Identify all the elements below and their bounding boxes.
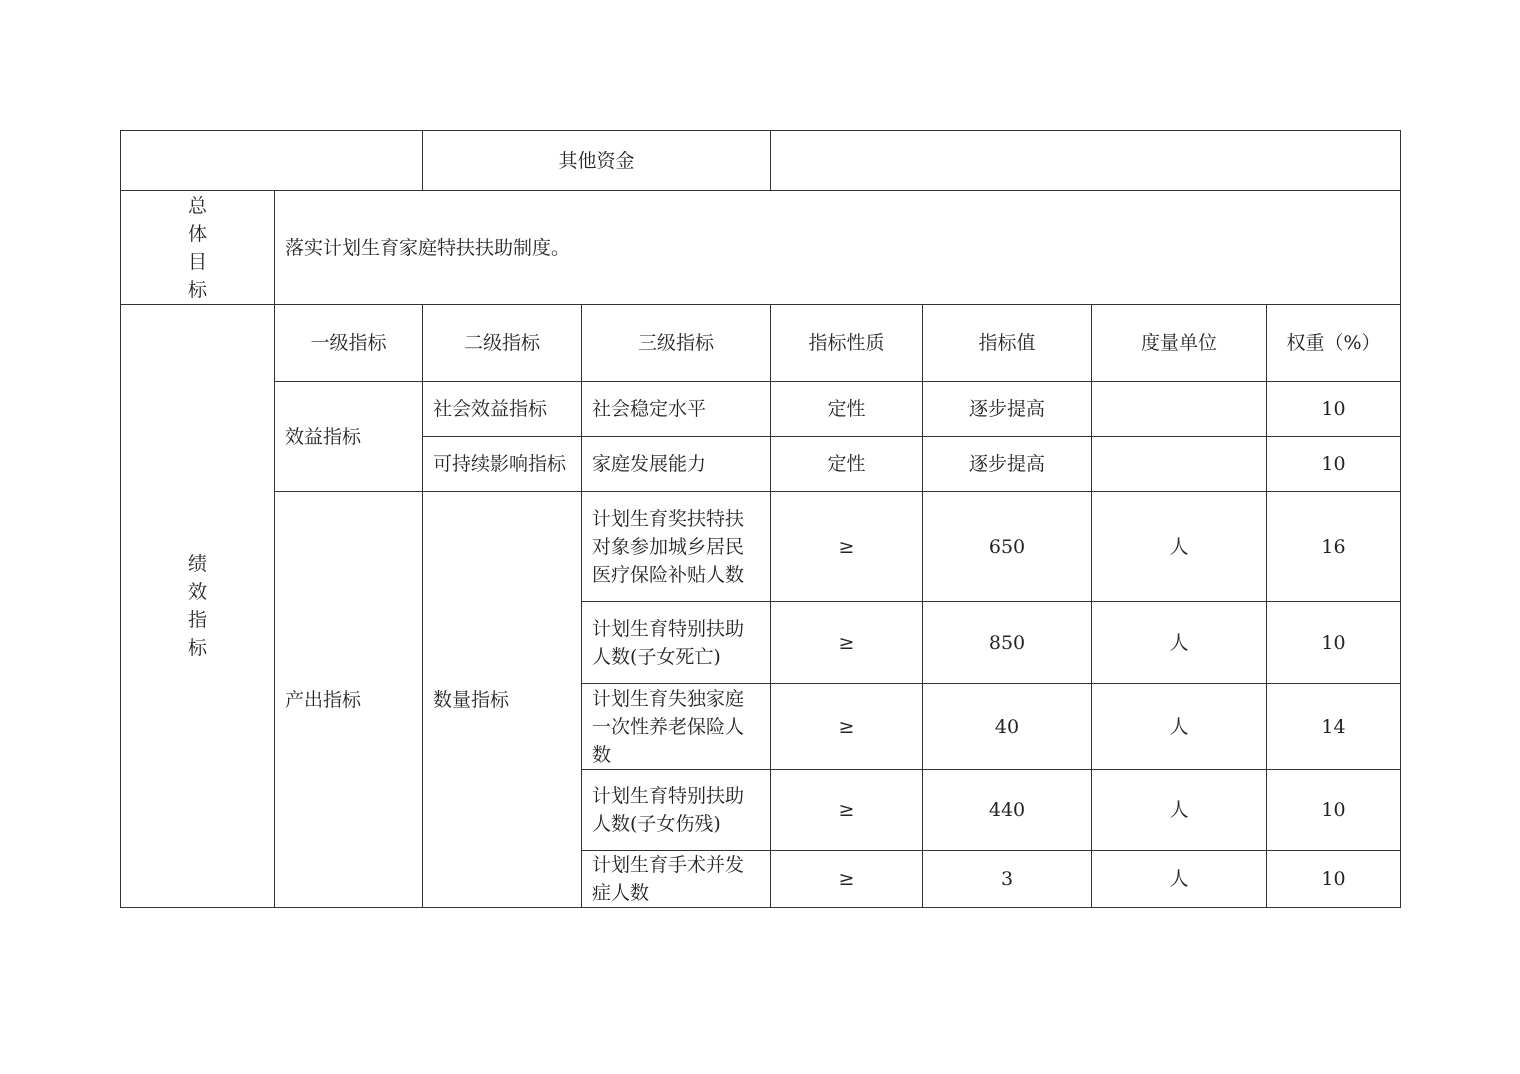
unit-cell [1092,437,1267,492]
value-cell: 440 [923,770,1092,851]
weight-cell: 16 [1267,492,1401,602]
nature-cell: 定性 [771,437,923,492]
overall-goal-label-char: 标 [187,278,207,301]
table-row [121,492,1401,602]
value-cell: 40 [923,684,1092,770]
value-cell: 650 [923,492,1092,602]
level3-cell: 计划生育失独家庭一次性养老保险人数 [582,684,771,770]
header-nature: 指标性质 [771,305,923,382]
nature-cell: ≥ [771,851,923,908]
weight-cell: 10 [1267,770,1401,851]
output-level1-cell: 产出指标 [275,492,423,908]
overall-goal-text: 落实计划生育家庭特扶扶助制度。 [275,191,1401,305]
weight-cell: 10 [1267,851,1401,908]
performance-indicator-label [121,305,275,908]
nature-cell: ≥ [771,770,923,851]
unit-cell: 人 [1092,492,1267,602]
header-unit: 度量单位 [1092,305,1267,382]
nature-cell: ≥ [771,684,923,770]
funding-blank-cell [121,131,423,191]
funding-row [121,131,1401,191]
header-weight: 权重（%） [1267,305,1401,382]
value-cell: 850 [923,602,1092,684]
nature-cell: ≥ [771,492,923,602]
funding-value-cell [771,131,1401,191]
level3-cell: 计划生育特别扶助人数(子女伤残) [582,770,771,851]
table-row [121,382,1401,437]
overall-goal-label [121,191,275,305]
weight-cell: 10 [1267,602,1401,684]
overall-goal-label-char: 体 [187,222,207,245]
benefit-level1-cell: 效益指标 [275,382,423,492]
unit-cell [1092,382,1267,437]
level3-cell: 计划生育奖扶特扶对象参加城乡居民医疗保险补贴人数 [582,492,771,602]
level2-cell: 可持续影响指标 [423,437,582,492]
level2-cell: 社会效益指标 [423,382,582,437]
value-cell: 3 [923,851,1092,908]
performance-label-char: 绩 [187,553,207,575]
level3-cell: 社会稳定水平 [582,382,771,437]
performance-label-char: 效 [187,581,207,603]
overall-goal-label-char: 目 [187,250,207,273]
header-level2: 二级指标 [423,305,582,382]
funding-label-cell: 其他资金 [423,131,771,191]
unit-cell: 人 [1092,602,1267,684]
output-level2-cell: 数量指标 [423,492,582,908]
nature-cell: ≥ [771,602,923,684]
level3-cell: 计划生育手术并发症人数 [582,851,771,908]
overall-goal-label-char: 总 [187,194,207,217]
nature-cell: 定性 [771,382,923,437]
weight-cell: 10 [1267,437,1401,492]
level3-cell: 计划生育特别扶助人数(子女死亡) [582,602,771,684]
performance-goal-table [120,130,1401,908]
header-value: 指标值 [923,305,1092,382]
overall-goal-row [121,191,1401,305]
unit-cell: 人 [1092,851,1267,908]
indicator-header-row [121,305,1401,382]
header-level3: 三级指标 [582,305,771,382]
unit-cell: 人 [1092,770,1267,851]
performance-label-char: 指 [187,609,207,631]
header-level1: 一级指标 [275,305,423,382]
weight-cell: 14 [1267,684,1401,770]
weight-cell: 10 [1267,382,1401,437]
unit-cell: 人 [1092,684,1267,770]
value-cell: 逐步提高 [923,437,1092,492]
value-cell: 逐步提高 [923,382,1092,437]
level3-cell: 家庭发展能力 [582,437,771,492]
performance-label-char: 标 [187,637,207,659]
